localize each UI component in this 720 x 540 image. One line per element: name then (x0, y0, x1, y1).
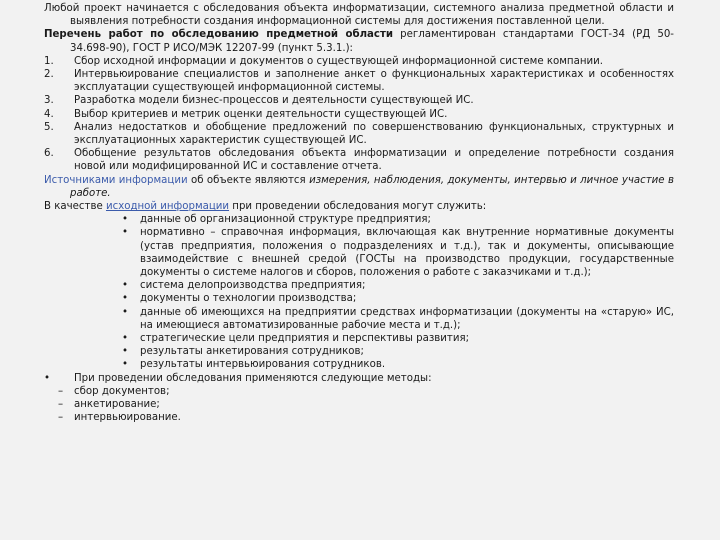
initial-info-paragraph (44, 200, 674, 213)
list-item (44, 306, 674, 332)
item-text: интервьюирование. (74, 412, 181, 424)
bullet-icon: • (121, 333, 128, 345)
works-heading-rest: регламентирован стандартами ГОСТ-34 (РД 50-34.698-90), ГОСТ Р ИСО/МЭК 12207-99 (пункт 5.3.1.): (70, 29, 674, 54)
sources-paragraph (44, 174, 674, 200)
intro-paragraph: Любой проект начинается с обследования объекта информатизации, системного анализа предметной области и выявления потребности создания информационной системы для достижения поставленной цели. (44, 3, 674, 28)
list-item (44, 55, 674, 68)
dash-marker: – (58, 412, 64, 424)
item-text: данные об организационной структуре предприятия; (140, 214, 431, 226)
sources-italic: измерения, наблюдения, документы, интервью и личное участие в работе. (70, 174, 674, 199)
initial-info-list (44, 213, 674, 371)
list-item (44, 226, 674, 279)
document-body (44, 2, 674, 425)
item-number: 3. (44, 95, 54, 107)
dash-marker: – (58, 399, 64, 411)
methods-intro: При проведении обследования применяются следующие методы: (74, 372, 432, 384)
initial-after: при проведении обследования могут служить: (229, 201, 487, 213)
list-item (44, 385, 674, 398)
item-text: нормативно – справочная информация, включающая как внутренние нормативные документы (устав предприятия, положения о подразделениях и т.д.), так и документы, описывающие взаимодействие с внешней средой (ГОСТы на производство продукции, государственные документы о системе налогов и сборов, положения о работе с заказчиками и т.д.); (140, 227, 674, 279)
list-item (44, 345, 674, 358)
item-text: данные об имеющихся на предприятии средствах информатизации (документы на «старую» ИС, на имеющиеся автоматизированные рабочие места и т.д.); (140, 306, 674, 331)
item-text: стратегические цели предприятия и перспективы развития; (140, 333, 470, 345)
item-text: результаты анкетирования сотрудников; (140, 346, 364, 358)
bullet-icon: • (44, 372, 51, 384)
works-heading (44, 28, 674, 54)
list-item (44, 292, 674, 305)
bullet-icon: • (121, 227, 128, 239)
sources-mid: об объекте являются (187, 174, 310, 186)
list-item (44, 332, 674, 345)
list-item (44, 68, 674, 94)
initial-before: В качестве (44, 201, 106, 213)
list-item (44, 279, 674, 292)
item-number: 5. (44, 121, 54, 133)
list-item (44, 411, 674, 424)
list-item (44, 94, 674, 107)
sources-link[interactable]: Источниками информации (44, 174, 188, 186)
methods-list (44, 385, 674, 425)
list-item (44, 121, 674, 147)
works-heading-bold: Перечень работ по обследованию предметной области (44, 29, 394, 41)
item-text: результаты интервьюирования сотрудников. (140, 359, 386, 371)
item-text: Интервьюирование специалистов и заполнение анкет о функциональных характеристиках и особенностях эксплуатации существующей информационной системы. (74, 69, 674, 94)
item-text: сбор документов; (74, 385, 170, 397)
bullet-icon: • (121, 280, 128, 292)
list-item (44, 358, 674, 371)
list-item (44, 108, 674, 121)
bullet-icon: • (121, 293, 128, 305)
bullet-icon: • (121, 306, 128, 318)
bullet-icon: • (121, 214, 128, 226)
item-number: 1. (44, 55, 54, 67)
item-text: Выбор критериев и метрик оценки деятельности существующей ИС. (74, 108, 448, 120)
item-text: Сбор исходной информации и документов о существующей информационной системе компании. (74, 55, 603, 67)
item-number: 6. (44, 148, 54, 160)
item-text: анкетирование; (74, 399, 160, 411)
initial-info-link[interactable]: исходной информации (105, 201, 230, 213)
item-text: Анализ недостатков и обобщение предложений по совершенствованию функциональных, структурных и эксплуатационных характеристик существующей ИС. (74, 121, 674, 147)
list-item (44, 213, 674, 226)
dash-marker: – (58, 385, 64, 397)
item-number: 4. (44, 108, 54, 120)
bullet-icon: • (121, 359, 128, 371)
item-text: система делопроизводства предприятия; (140, 280, 366, 292)
list-item (44, 147, 674, 173)
item-text: Разработка модели бизнес-процессов и деятельности существующей ИС. (74, 95, 474, 107)
item-text: Обобщение результатов обследования объекта информатизации и определение потребности создания новой или модифицированной ИС и составление отчета. (74, 148, 674, 173)
works-list (44, 55, 674, 174)
methods-intro-item (44, 372, 674, 385)
list-item (44, 398, 674, 411)
bullet-icon: • (121, 346, 128, 358)
item-number: 2. (44, 69, 54, 81)
item-text: документы о технологии производства; (140, 293, 357, 305)
